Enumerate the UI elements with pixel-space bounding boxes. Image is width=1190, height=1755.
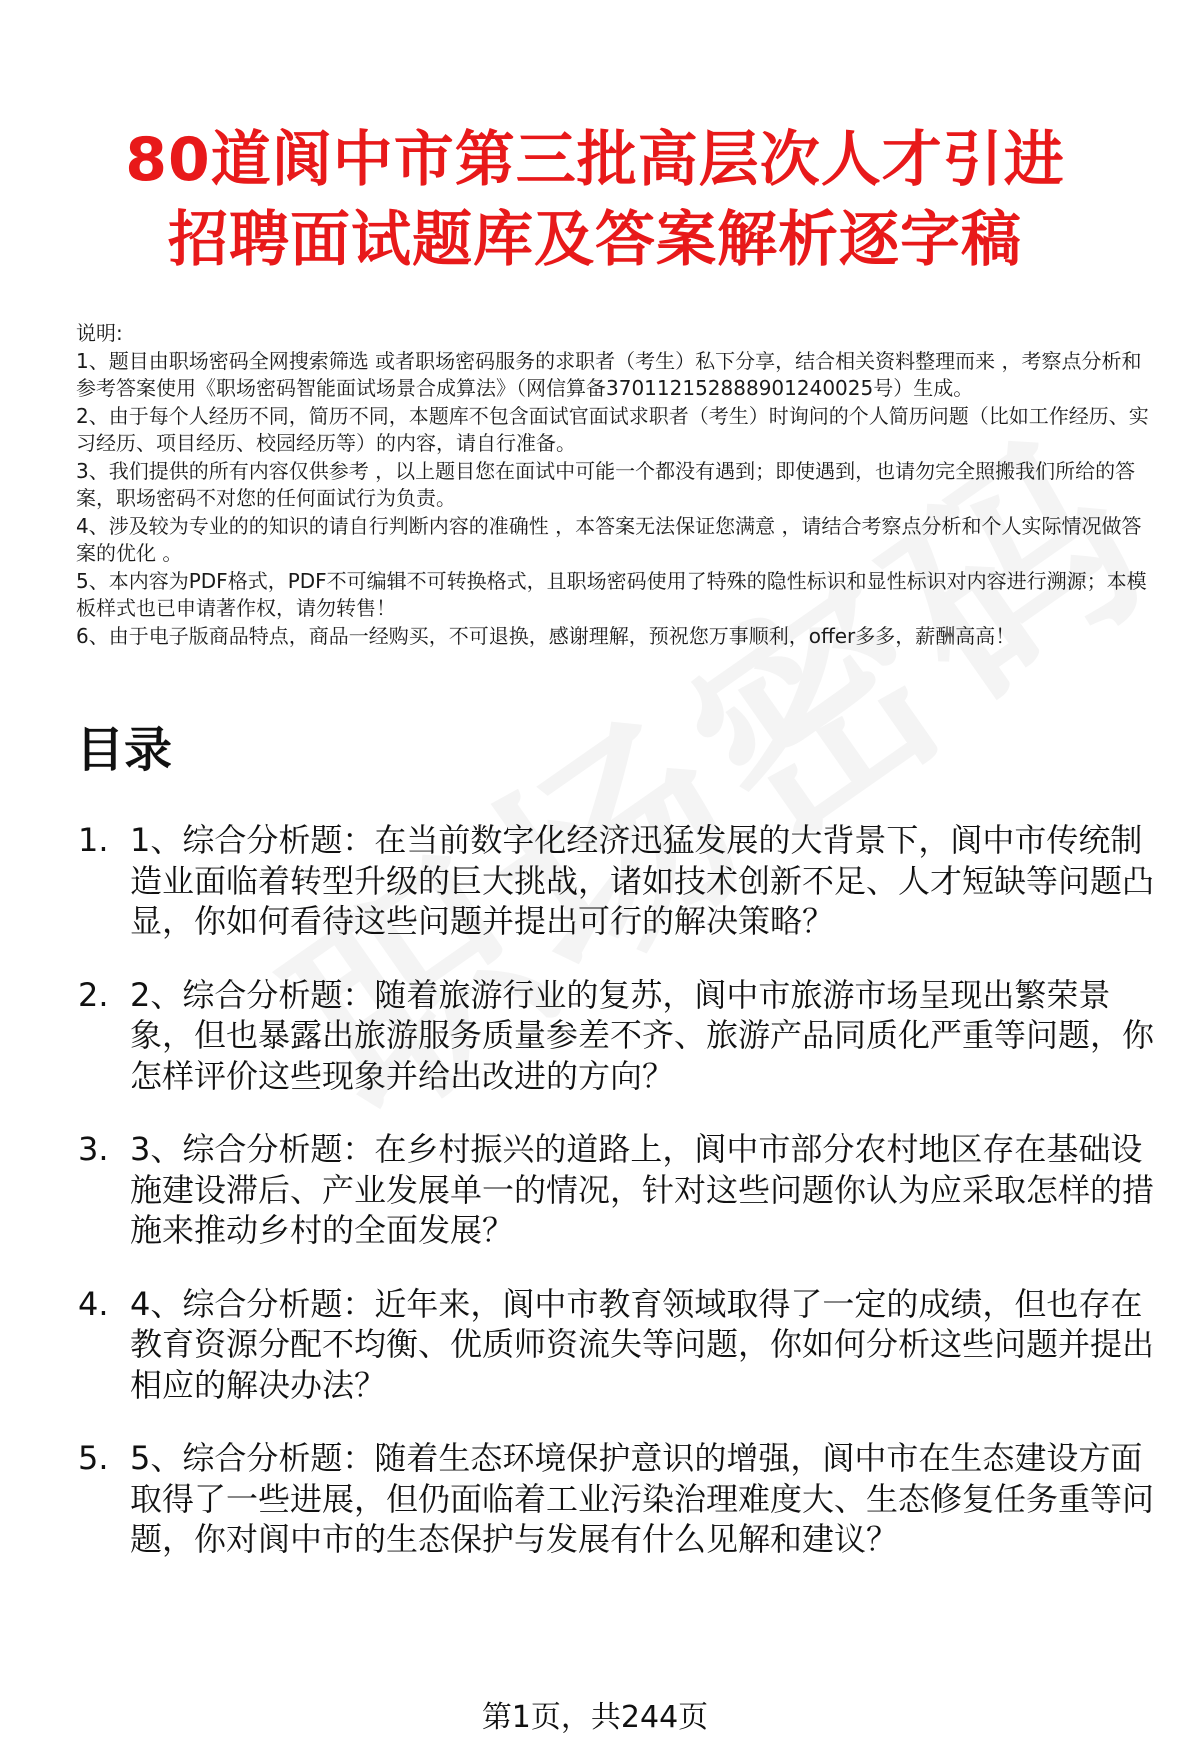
notes-section: [76, 320, 1156, 650]
toc-item-text: 1、综合分析题：在当前数字化经济迅猛发展的大背景下，阆中市传统制造业面临着转型升级的巨大挑战，诸如技术创新不足、人才短缺等问题凸显，你如何看待这些问题并提出可行的解决策略？: [130, 821, 1155, 940]
document-title: [60, 120, 1130, 280]
note-item: 5、本内容为PDF格式，PDF不可编辑不可转换格式，且职场密码使用了特殊的隐性标识和显性标识对内容进行溯源；本模板样式也已申请著作权，请勿转售！: [76, 568, 1147, 620]
notes-heading: 说明:: [76, 321, 123, 345]
toc-heading: 目录: [76, 722, 173, 778]
toc-item[interactable]: [78, 820, 1168, 942]
toc-item[interactable]: [78, 1438, 1168, 1560]
note-item: 2、由于每个人经历不同，简历不同，本题库不包含面试官面试求职者（考生）时询问的个人简历问题（比如工作经历、实习经历、项目经历、校园经历等）的内容，请自行准备。: [76, 403, 1149, 455]
title-line-2: 招聘面试题库及答案解析逐字稿: [168, 205, 1022, 275]
toc-item-number: 4.: [78, 1284, 109, 1323]
note-item: 6、由于电子版商品特点，商品一经购买，不可退换，感谢理解，预祝您万事顺利，offer多多，薪酬高高！: [76, 623, 1016, 648]
toc-item-number: 1.: [78, 821, 109, 859]
toc-item[interactable]: [78, 1284, 1168, 1406]
toc-item-text: 5、综合分析题：随着生态环境保护意识的增强，阆中市在生态建设方面取得了一些进展，但仍面临着工业污染治理难度大、生态修复任务重等问题，你对阆中市的生态保护与发展有什么见解和建议？: [130, 1439, 1155, 1558]
toc-item-text: 2、综合分析题：随着旅游行业的复苏，阆中市旅游市场呈现出繁荣景象，但也暴露出旅游服务质量参差不齐、旅游产品同质化严重等问题，你怎样评价这些现象并给出改进的方向？: [130, 975, 1155, 1095]
note-item: 3、我们提供的所有内容仅供参考 ，以上题目您在面试中可能一个都没有遇到；即使遇到，也请勿完全照搬我们所给的答案，职场密码不对您的任何面试行为负责。: [76, 458, 1136, 510]
toc-item[interactable]: [78, 975, 1168, 1097]
note-item: 4、涉及较为专业的的知识的请自行判断内容的准确性 ，本答案无法保证您满意 ，请结合考察点分析和个人实际情况做答案的优化 。: [76, 513, 1142, 565]
toc-item-number: 2.: [78, 975, 109, 1014]
toc-list: [78, 820, 1168, 1593]
toc-item-text: 4、综合分析题：近年来，阆中市教育领域取得了一定的成绩，但也存在教育资源分配不均衡、优质师资流失等问题，你如何分析这些问题并提出相应的解决办法？: [130, 1284, 1155, 1404]
toc-item-number: 3.: [78, 1130, 109, 1168]
toc-item-text: 3、综合分析题：在乡村振兴的道路上，阆中市部分农村地区存在基础设施建设滞后、产业发展单一的情况，针对这些问题你认为应采取怎样的措施来推动乡村的全面发展？: [130, 1130, 1155, 1249]
toc-item[interactable]: [78, 1129, 1168, 1251]
title-line-1: 80道阆中市第三批高层次人才引进: [125, 125, 1065, 195]
note-item: 1、题目由职场密码全网搜索筛选 或者职场密码服务的求职者（考生）私下分享，结合相关资料整理而来 ，考察点分析和参考答案使用《职场密码智能面试场景合成算法》（网信算备370112152888901240025号）生成。: [76, 348, 1142, 400]
page-number-label: 第1页，共244页: [481, 1700, 709, 1735]
toc-item-number: 5.: [78, 1439, 109, 1477]
page-footer: [0, 1700, 1190, 1736]
